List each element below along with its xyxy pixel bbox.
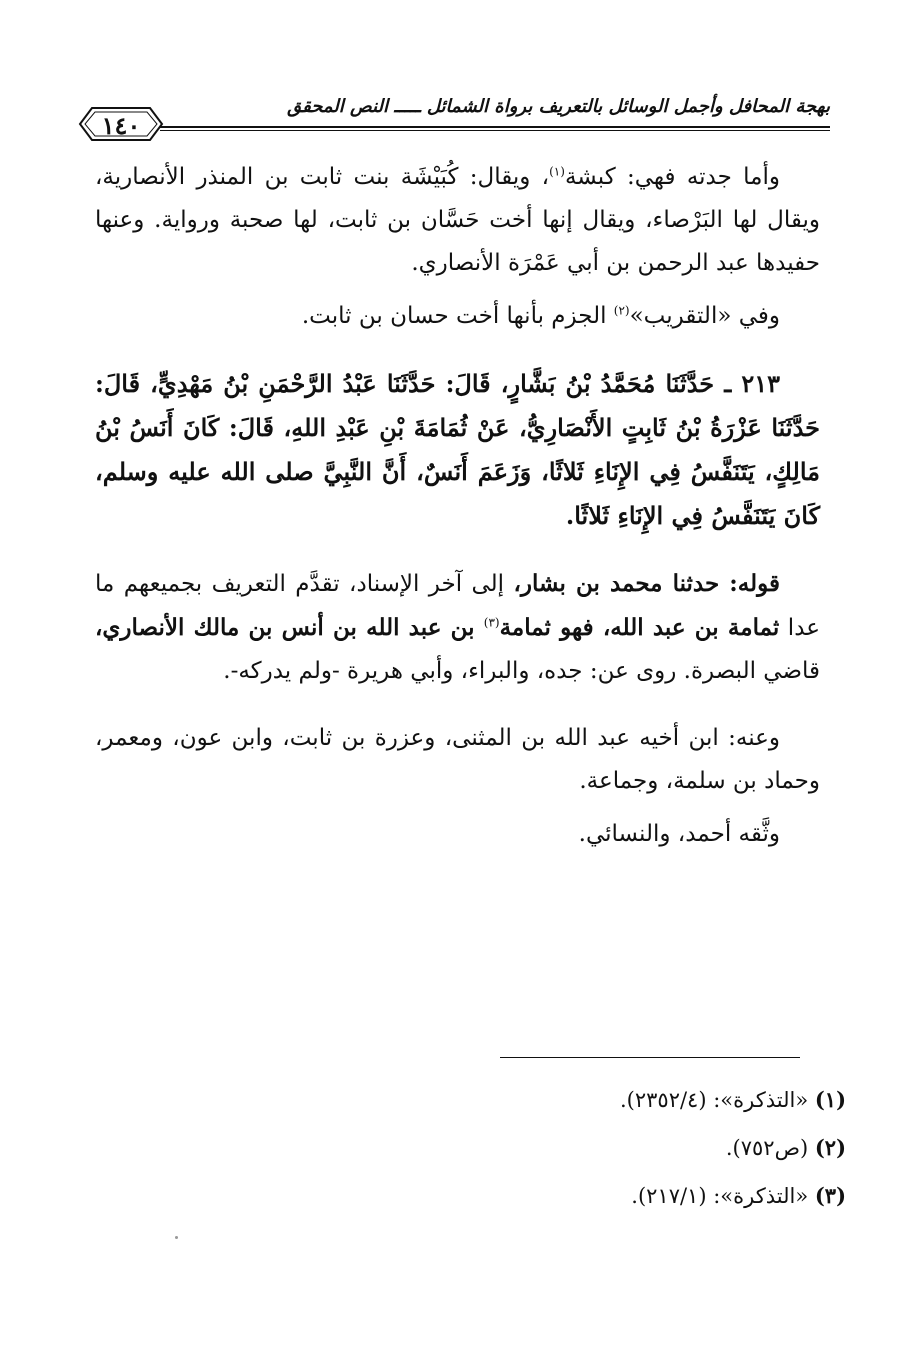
paragraph-grandmother	[95, 156, 820, 285]
paragraph-text: وفي «التقريب»	[629, 303, 780, 329]
header-rule	[160, 126, 830, 128]
footnote-item	[86, 1124, 846, 1172]
page-header	[70, 92, 830, 152]
paragraph-students: وعنه: ابن أخيه عبد الله بن المثنى، وعزرة بن ثابت، وابن عون، ومعمر، وحماد بن سلمة، وجماعة.	[95, 725, 820, 794]
footnote-text: «التذكرة»: (٢٣٥٢/٤).	[619, 1088, 815, 1112]
scan-speck	[175, 1236, 178, 1239]
paragraph-tawthiq: وثَّقه أحمد، والنسائي.	[578, 821, 780, 847]
paragraph-taqrib	[95, 295, 820, 338]
footnote-item	[86, 1172, 846, 1220]
paragraph-text: وأما جدته فهي: كبشة	[564, 164, 780, 190]
narrator-name: بن عبد الله بن أنس بن مالك الأنصاري،	[95, 614, 484, 641]
footnote-separator	[500, 1057, 800, 1058]
paragraph-text: قاضي البصرة. روى عن: جده، والبراء، وأبي هريرة -ولم يدركه-.	[223, 658, 820, 684]
footnote-ref: (١)	[549, 164, 565, 179]
hadith-text: ٢١٣ ـ حَدَّثَنَا مُحَمَّدُ بْنُ بَشَّارٍ، قَالَ: حَدَّثَنَا عَبْدُ الرَّحْمَنِ بْنُ مَهْدِيٍّ، قَالَ: حَدَّثَنَا عَزْرَةُ بْنُ ثَابِتٍ الأَنْصَارِيُّ، عَنْ ثُمَامَةَ بْنِ عَبْدِ اللهِ، قَالَ: كَانَ أَنَسُ بْنُ مَالِكٍ، يَتَنَفَّسُ فِي الإِنَاءِ ثَلاثًا، وَزَعَمَ أَنَسٌ، أَنَّ النَّبِيَّ صلى الله عليه وسلم، كَانَ يَتَنَفَّسُ فِي الإِنَاءِ ثَلاثًا.	[95, 369, 820, 530]
running-title: بهجة المحافل وأجمل الوسائل بالتعريف برواة الشمائل ـــــ النص المحقق	[287, 96, 830, 117]
paragraph-commentary	[95, 562, 820, 693]
narrator-name: ثمامة بن عبد الله، فهو ثمامة	[499, 614, 780, 641]
page-number: ١٤٠	[101, 111, 141, 140]
paragraph-text: الجزم بأنها أخت حسان بن ثابت.	[301, 303, 614, 329]
footnote-number: (٢)	[814, 1135, 846, 1160]
paragraph-text: ، ويقال: كُبَيْشَة بنت ثابت بن المنذر الأنصارية، ويقال لها البَرْصاء، ويقال إنها أخت حَسَّان بن ثابت، لها صحبة ورواية. وعنها حفيدها عبد الرحمن بن أبي عَمْرَة الأنصاري.	[95, 164, 820, 276]
page-number-badge	[78, 106, 164, 142]
footnote-text: (ص٧٥٢).	[725, 1136, 815, 1160]
commentary-lemma: قوله: حدثنا محمد بن بشار،	[513, 570, 780, 597]
header-rule-thin	[160, 130, 830, 131]
footnote-text: «التذكرة»: (٢١٧/١).	[631, 1184, 815, 1208]
footnote-item	[86, 1076, 846, 1124]
footnotes	[86, 1076, 846, 1220]
paragraph-text: إلى آخر الإسناد، تقدَّم التعريف بجميعهم ما عدا	[95, 571, 820, 641]
footnote-number: (٣)	[814, 1183, 846, 1208]
footnote-ref: (٣)	[483, 615, 500, 630]
footnote-number: (١)	[814, 1087, 846, 1112]
footnote-ref: (٢)	[613, 303, 630, 318]
main-text	[95, 156, 820, 856]
